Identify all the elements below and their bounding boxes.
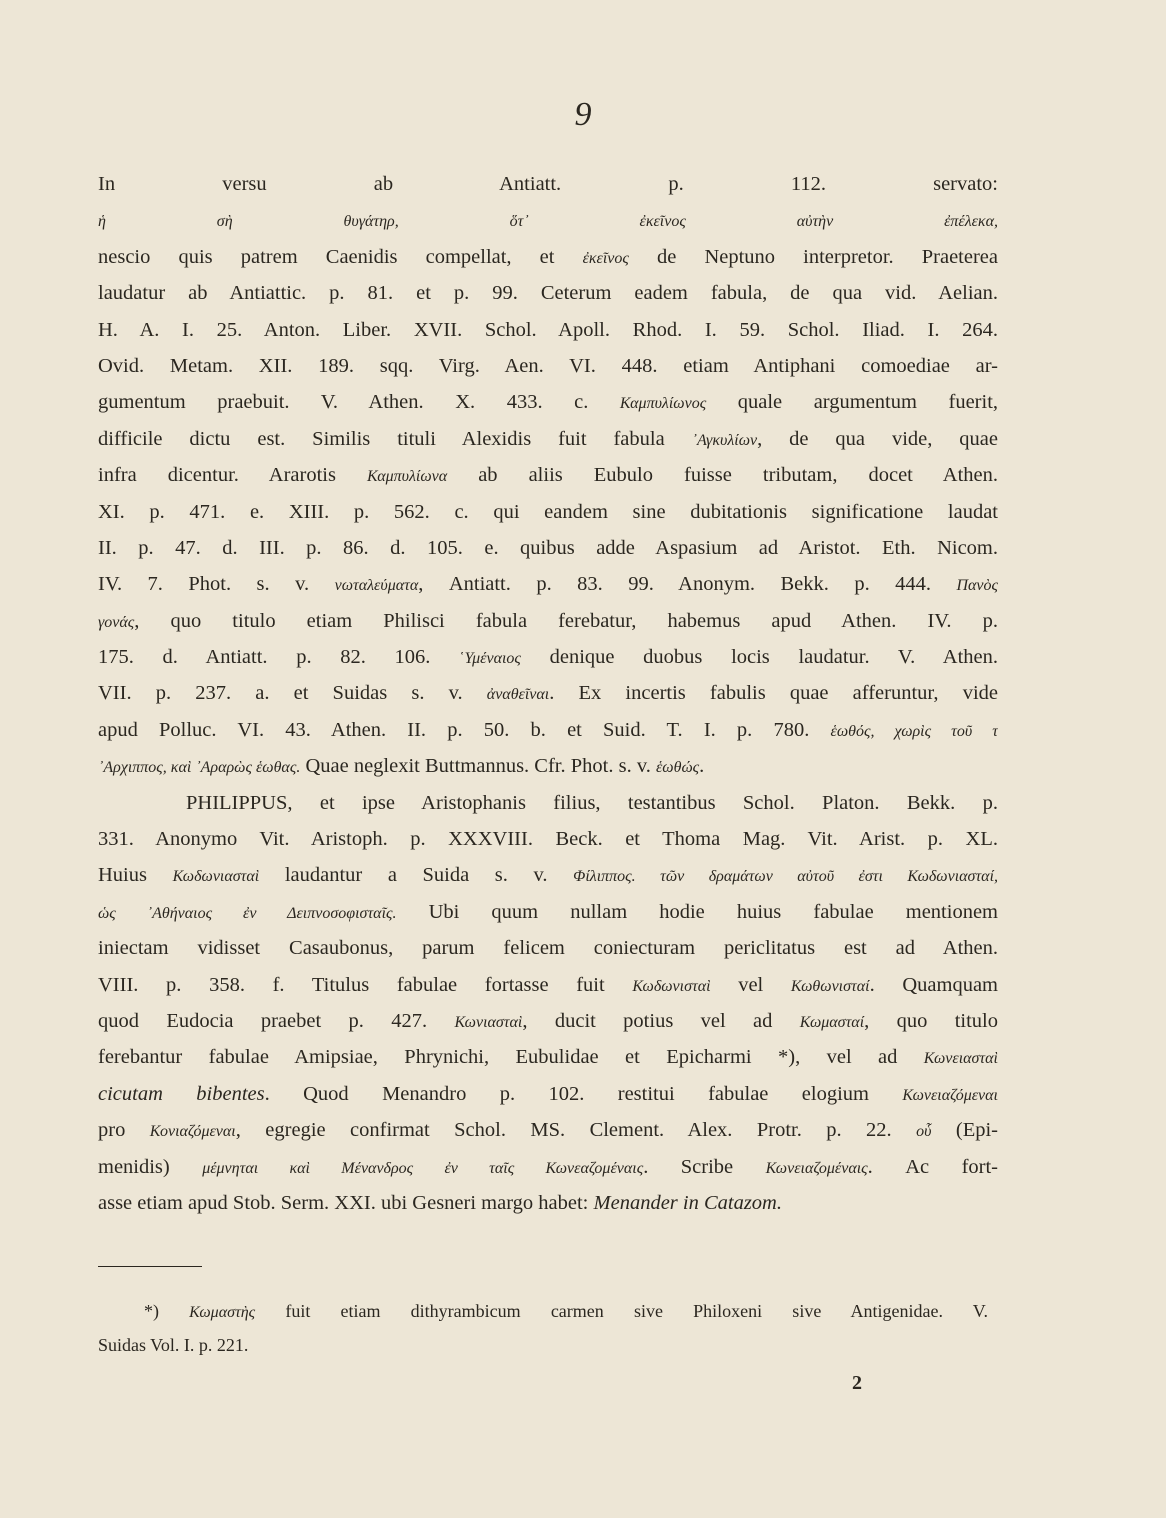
greek-text: ᾽Αγκυλίων: [691, 431, 758, 449]
text-run: In versu ab Antiatt. p. 112. servato:: [98, 173, 998, 195]
text-run: cicutam bibentes: [98, 1082, 265, 1105]
footnote-line: [98, 1328, 988, 1362]
lines-line: [98, 421, 998, 457]
lines-line: [98, 1003, 998, 1039]
text-run: ferebantur fabulae Amipsiae, Phrynichi, Eubulidae et Epicharmi *), vel ad: [98, 1046, 924, 1069]
lines-line: [98, 384, 998, 420]
lines-line: [98, 1039, 998, 1075]
text-run: *): [144, 1301, 190, 1321]
text-run: iniectam vidisset Casaubonus, parum felicem coniecturam periclitatus est ad Athen.: [98, 937, 998, 960]
greek-text: ἑωθός, χωρὶς τοῦ τ: [830, 722, 998, 740]
text-run: ab aliis Eubulo fuisse tributam, docet Athen.: [447, 464, 998, 487]
text-run: XI. p. 471. e. XIII. p. 562. c. qui eandem sine dubitationis significatione laudat: [98, 500, 998, 523]
text-run: laudantur a Suida s. v.: [259, 864, 574, 887]
lines-line: [98, 312, 998, 348]
greek-text: οὗ: [916, 1123, 932, 1141]
text-run: PHILIPPUS, et ipse Aristophanis filius, testantibus Schol. Platon. Bekk. p.: [186, 791, 998, 814]
body-text: [98, 166, 998, 1221]
lines-line: [98, 930, 998, 966]
lines-line: [98, 239, 998, 275]
text-run: infra dicentur. Ararotis: [98, 464, 367, 487]
lines-line: [98, 202, 998, 238]
lines-line: [98, 348, 998, 384]
page-number: 9: [574, 96, 592, 133]
greek-text: Φίλιππος. τῶν δραμάτων αὐτοῦ ἐστι Κωδωνιασταί,: [573, 868, 998, 886]
lines-line: [98, 785, 998, 821]
text-run: quale argumentum fuerit,: [706, 391, 998, 414]
greek-text: Κωδωνισταὶ: [632, 977, 711, 995]
greek-text: Κωνιασταὶ: [454, 1013, 523, 1031]
text-run: gumentum praebuit. V. Athen. X. 433. c.: [98, 391, 620, 414]
text-run: quod Eudocia praebet p. 427.: [98, 1009, 455, 1032]
text-run: H. A. I. 25. Anton. Liber. XVII. Schol. Apoll. Rhod. I. 59. Schol. Iliad. I. 264.: [98, 318, 998, 341]
lines-line: [98, 712, 998, 748]
greek-text: μέμνηται καὶ Μένανδρος ἐν ταῖς Κωνεαζομέναις: [202, 1159, 644, 1177]
greek-text: ἑωθώς: [656, 759, 700, 777]
text-run: menidis): [98, 1155, 203, 1178]
footnote-rule: [98, 1266, 202, 1267]
greek-text: ἡ σὴ θυγάτηρ, ὅτ᾽ ἐκεῖνος αὐτὴν ἐπέλεκα,: [98, 213, 998, 231]
text-run: . Ac fort-: [867, 1155, 998, 1178]
greek-text: Κωμασταί: [799, 1013, 865, 1031]
lines-line: [98, 566, 998, 602]
lines-line: [98, 748, 998, 784]
greek-text: Καμπυλίωνα: [367, 468, 448, 486]
greek-text: Κονιαζόμεναι: [149, 1123, 236, 1141]
text-run: Menander in Catazom.: [593, 1191, 782, 1214]
footnote: [98, 1294, 988, 1362]
text-run: laudatur ab Antiattic. p. 81. et p. 99. Ceterum eadem fabula, de qua vid. Aelian.: [98, 282, 998, 305]
text-run: VIII. p. 358. f. Titulus fabulae fortasse fuit: [98, 973, 633, 996]
text-run: , ducit potius vel ad: [522, 1009, 800, 1032]
lines-line: [98, 494, 998, 530]
greek-text: Κωδωνιασταὶ: [172, 868, 260, 886]
greek-text: γονάς: [98, 613, 135, 631]
lines-line: [98, 166, 998, 202]
lines-line: [98, 967, 998, 1003]
text-run: pro: [98, 1119, 150, 1142]
text-run: .: [699, 755, 705, 778]
greek-text: Καμπυλίωνος: [619, 395, 707, 413]
lines-line: [98, 1185, 998, 1221]
greek-text: νωταλεύματα: [334, 577, 419, 595]
text-run: . Quod Menandro p. 102. restitui fabulae elogium: [264, 1082, 903, 1105]
lines-line: [98, 675, 998, 711]
text-run: apud Polluc. VI. 43. Athen. II. p. 50. b. et Suid. T. I. p. 780.: [98, 718, 831, 741]
text-run: , quo titulo: [864, 1009, 998, 1032]
lines-line: [98, 821, 998, 857]
greek-text: ἀναθεῖναι: [486, 686, 550, 704]
text-run: nescio quis patrem Caenidis compellat, et: [98, 245, 583, 268]
text-run: , egregie confirmat Schol. MS. Clement. Alex. Protr. p. 22.: [235, 1119, 917, 1142]
text-run: de Neptuno interpretor. Praeterea: [628, 245, 998, 268]
text-run: Suidas Vol. I. p. 221.: [98, 1335, 249, 1355]
lines-line: [98, 1112, 998, 1148]
greek-text: ᾽Αρχιππος, καὶ ᾽Αραρὼς ἑωθας.: [98, 759, 301, 777]
greek-text: Κωθωνισταί: [790, 977, 870, 995]
text-run: denique duobus locis laudatur. V. Athen.: [520, 646, 998, 669]
text-run: Quae neglexit Buttmannus. Cfr. Phot. s. v.: [300, 755, 656, 778]
lines-line: [98, 1076, 998, 1112]
text-run: Huius: [98, 864, 173, 887]
text-run: difficile dictu est. Similis tituli Alexidis fuit fabula: [98, 427, 692, 450]
greek-text: Πανὸς: [956, 577, 998, 595]
greek-text: ῾Υμέναιος: [459, 650, 521, 668]
greek-text: Κωνειασταὶ: [923, 1050, 998, 1068]
lines-line: [98, 1149, 998, 1185]
text-run: Ubi quum nullam hodie huius fabulae mentionem: [396, 900, 998, 923]
text-run: vel: [710, 973, 791, 996]
text-run: II. p. 47. d. III. p. 86. d. 105. e. quibus adde Aspasium ad Aristot. Eth. Nicom.: [98, 536, 998, 559]
text-run: . Scribe: [643, 1155, 766, 1178]
text-run: asse etiam apud Stob. Serm. XXI. ubi Gesneri margo habet:: [98, 1191, 594, 1214]
text-run: fuit etiam dithyrambicum carmen sive Philoxeni sive Antigenidae. V.: [255, 1301, 988, 1321]
lines-line: [98, 457, 998, 493]
text-run: 331. Anonymo Vit. Aristoph. p. XXXVIII. Beck. et Thoma Mag. Vit. Arist. p. XL.: [98, 828, 998, 851]
lines-line: [98, 857, 998, 893]
text-run: , quo titulo etiam Philisci fabula ferebatur, habemus apud Athen. IV. p.: [134, 609, 998, 632]
greek-text: Κωνειαζομέναις: [765, 1159, 868, 1177]
text-run: (Epi-: [931, 1119, 998, 1142]
footnote-line: [98, 1294, 988, 1328]
greek-text: ἐκεῖνος: [582, 249, 629, 267]
text-run: . Ex incertis fabulis quae afferuntur, vide: [549, 682, 998, 705]
greek-text: ὡς ᾽Αθήναιος ἐν Δειπνοσοφισταῖς.: [98, 904, 397, 922]
lines-line: [98, 275, 998, 311]
text-run: . Quamquam: [869, 973, 998, 996]
lines-line: [98, 639, 998, 675]
text-run: VII. p. 237. a. et Suidas s. v.: [98, 682, 487, 705]
greek-text: Κωνειαζόμεναι: [902, 1086, 998, 1104]
lines-line: [98, 603, 998, 639]
text-run: , Antiatt. p. 83. 99. Anonym. Bekk. p. 444.: [418, 573, 957, 596]
greek-text: Κωμαστὴς: [189, 1304, 256, 1321]
text-run: IV. 7. Phot. s. v.: [98, 573, 335, 596]
text-run: , de qua vide, quae: [757, 427, 998, 450]
lines-line: [98, 530, 998, 566]
text-run: 175. d. Antiatt. p. 82. 106.: [98, 646, 460, 669]
text-run: Ovid. Metam. XII. 189. sqq. Virg. Aen. VI. 448. etiam Antiphani comoediae ar-: [98, 354, 998, 377]
lines-line: [98, 894, 998, 930]
signature-mark: 2: [852, 1372, 862, 1394]
